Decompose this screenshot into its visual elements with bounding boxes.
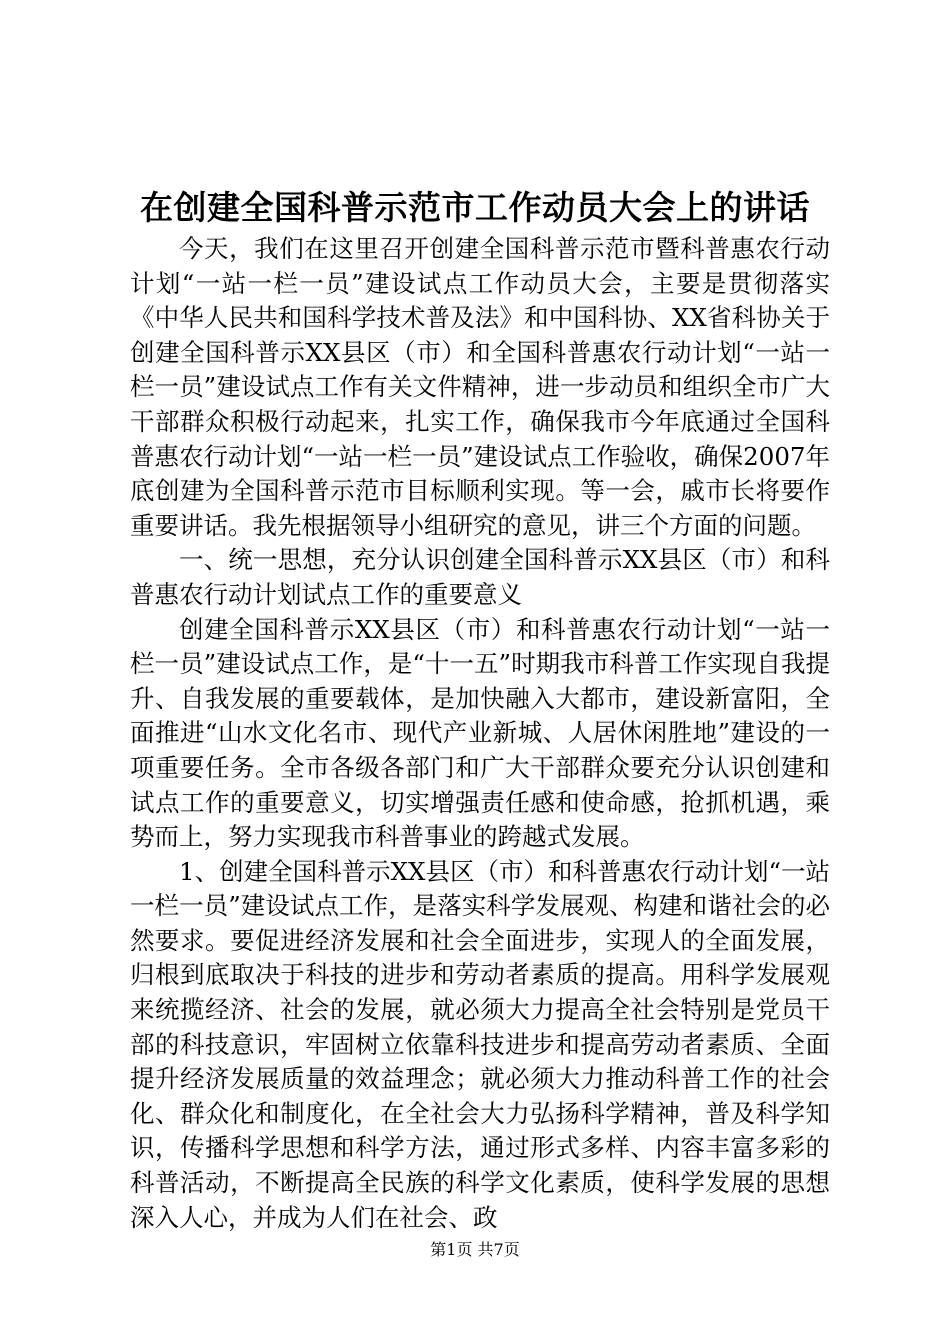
section-heading-1: 一、统一思想，充分认识创建全国科普示XX县区（市）和科普惠农行动计划试点工作的重要意义 xyxy=(130,545,830,609)
document-title: 在创建全国科普示范市工作动员大会上的讲话 xyxy=(140,188,810,227)
page-number-footer: 第1页 共7页 xyxy=(430,1240,520,1259)
paragraph-significance: 创建全国科普示XX县区（市）和科普惠农行动计划“一站一栏一员”建设试点工作，是“十一五”时期我市科普工作实现自我提升、自我发展的重要载体，是加快融入大都市，建设新富阳，全面推进“山水文化名市、现代产业新城、人居休闲胜地”建设的一项重要任务。全市各级各部门和广大干部群众要充分认识创建和试点工作的重要意义，切实增强责任感和使命感，抢抓机遇，乘势而上，努力实现我市科普事业的跨越式发展。 xyxy=(130,614,830,852)
document-body xyxy=(130,232,830,1235)
paragraph-intro: 今天，我们在这里召开创建全国科普示范市暨科普惠农行动计划“一站一栏一员”建设试点工作动员大会，主要是贯彻落实《中华人民共和国科学技术普及法》和中国科协、XX省科协关于创建全国科普示XX县区（市）和全国科普惠农行动计划“一站一栏一员”建设试点工作有关文件精神，进一步动员和组织全市广大干部群众积极行动起来，扎实工作，确保我市今年底通过全国科普惠农行动计划“一站一栏一员”建设试点工作验收，确保2007年底创建为全国科普示范市目标顺利实现。等一会，戚市长将要作重要讲话。我先根据领导小组研究的意见，讲三个方面的问题。 xyxy=(130,234,830,540)
paragraph-point-1: 1、创建全国科普示XX县区（市）和科普惠农行动计划“一站一栏一员”建设试点工作，是落实科学发展观、构建和谐社会的必然要求。要促进经济发展和社会全面进步，实现人的全面发展，归根到底取决于科技的进步和劳动者素质的提高。用科学发展观来统揽经济、社会的发展，就必须大力提高全社会特别是党员干部的科技意识，牢固树立依靠科技进步和提高劳动者素质、全面提升经济发展质量的效益理念；就必须大力推动科普工作的社会化、群众化和制度化，在全社会大力弘扬科学精神，普及科学知识，传播科学思想和科学方法，通过形式多样、内容丰富多彩的科普活动，不断提高全民族的科学文化素质，使科学发展的思想深入人心，并成为人们在社会、政 xyxy=(130,856,830,1232)
